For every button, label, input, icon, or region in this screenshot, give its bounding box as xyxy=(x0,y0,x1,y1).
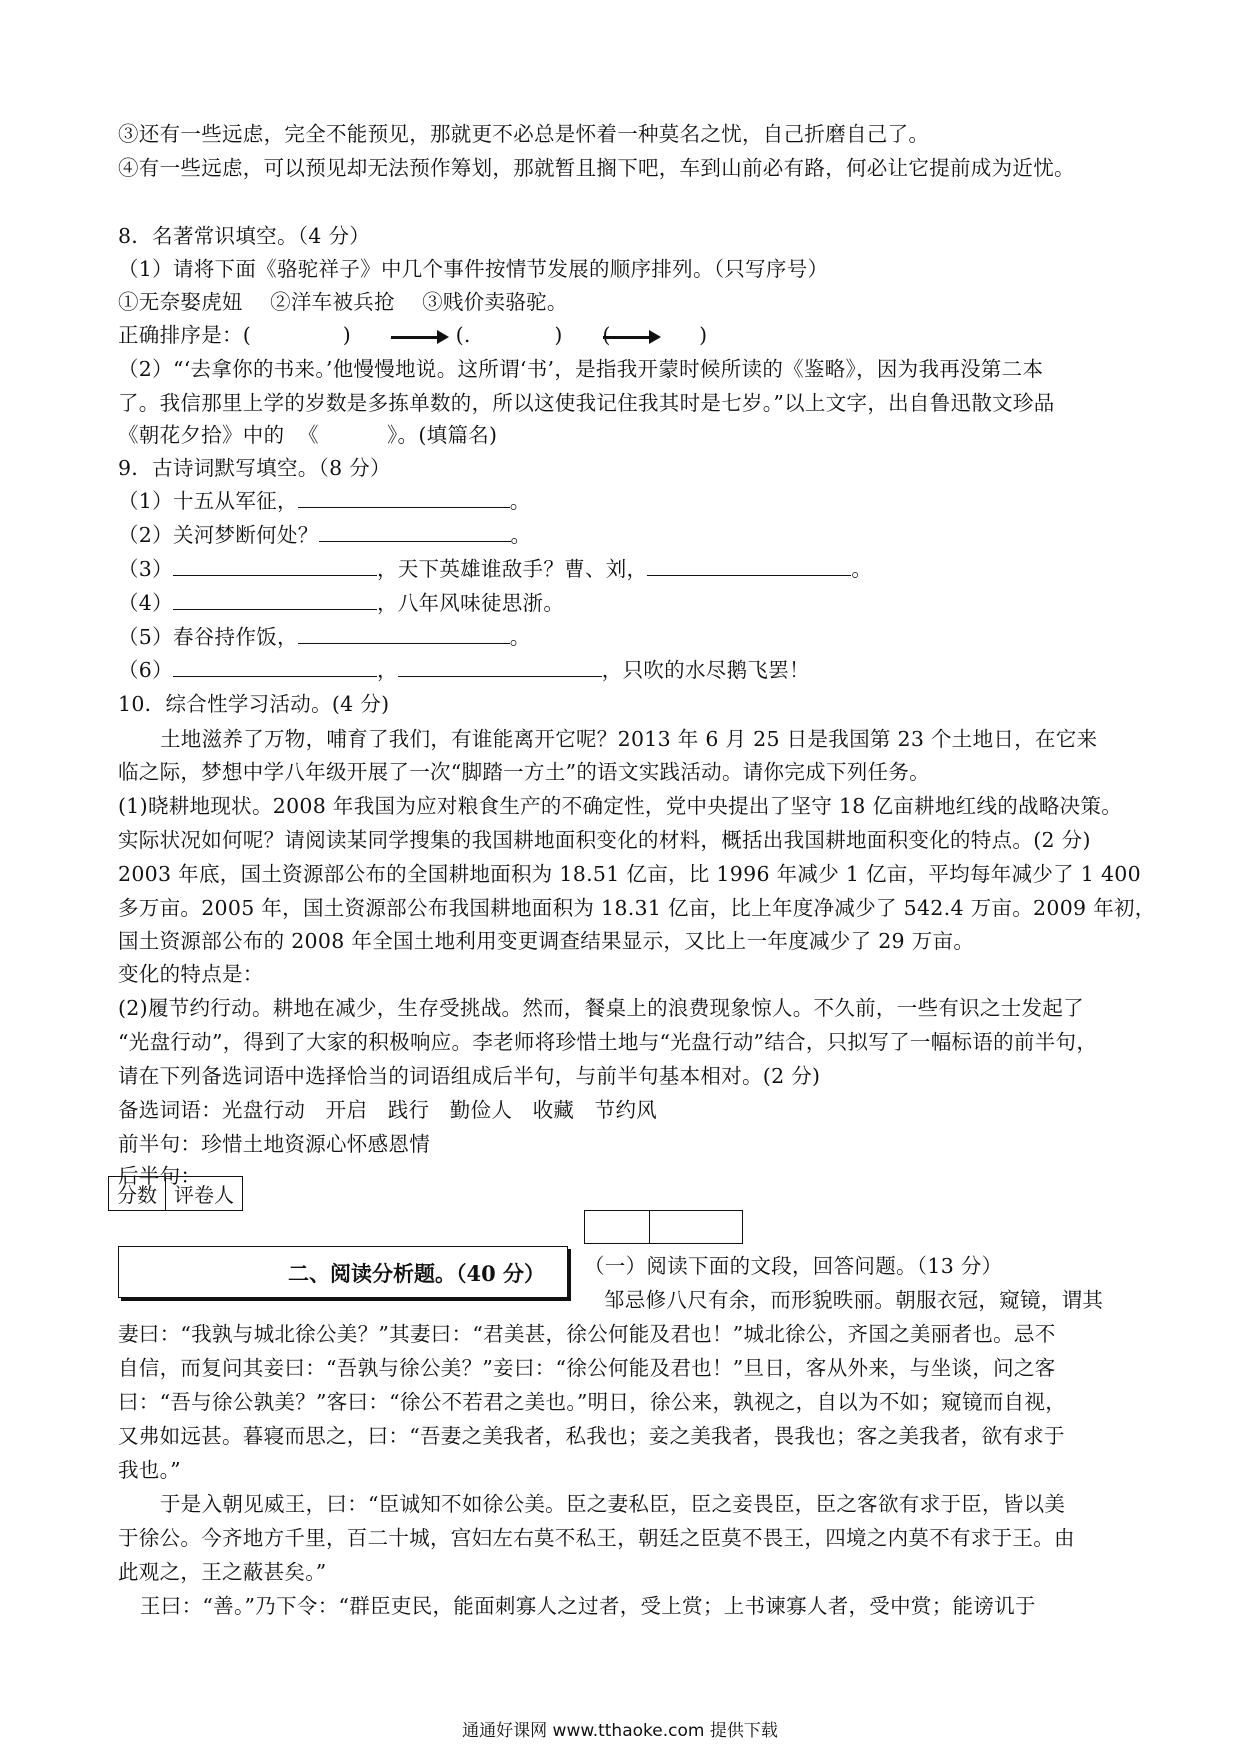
q10-intro-2: 临之际，梦想中学八年级开展了一次“脚踏一方土”的语文实践活动。请你完成下列任务。 xyxy=(118,760,930,784)
blank[interactable] xyxy=(173,656,377,677)
section-title: 二、阅读分析题。（40 分） xyxy=(287,1261,545,1286)
passage-line-7: 于是入朝见威王，曰：“臣诚知不如徐公美。臣之妻私臣，臣之妾畏臣，臣之客欲有求于臣，皆以美 xyxy=(160,1492,1066,1516)
q9-heading: 9．古诗词默写填空。（8 分） xyxy=(118,456,391,480)
q10-material-3: 国土资源部公布的 2008 年全国土地利用变更调查结果显示，又比上一年度减少了 29 万亩。 xyxy=(118,929,975,953)
q8-part2-line1: （2）“‘去拿你的书来。’他慢慢地说。这所谓‘书’，是指我开蒙时候所读的《鉴略》，因为我再没第二本 xyxy=(118,357,1044,381)
q9-item-1: （1）十五从军征， 。 xyxy=(118,489,531,513)
passage-line-6: 我也。” xyxy=(118,1458,181,1482)
grader-cell: 评卷人 xyxy=(166,1177,243,1211)
order-paren-2: (. xyxy=(455,323,471,347)
passage-line-9: 此观之，王之蔽甚矣。” xyxy=(118,1560,327,1584)
blank[interactable] xyxy=(173,589,377,610)
q8-part2-line3: 《朝花夕拾》中的 《 》。(填篇名) xyxy=(118,423,498,447)
q9-item-6: （6） ， ，只吹的水尽鹅飞罢！ xyxy=(118,658,810,682)
q10-task2-2: “光盘行动”，得到了大家的积极响应。李老师将珍惜土地与“光盘行动”结合，只拟写了一幅标语的前半句， xyxy=(118,1030,1098,1054)
score-cell: 分数 xyxy=(109,1177,166,1211)
q9-item-4: （4） ，八年风味徒思浙。 xyxy=(118,591,565,615)
q10-material-2: 多万亩。2005 年，国土资源部公布我国耕地面积为 18.31 亿亩，比上年度净减少了 542.4 万亩。2009 年初， xyxy=(118,896,1156,920)
q9-item-2: （2）关河梦断何处？ 。 xyxy=(118,523,532,547)
q8-heading: 8．名著常识填空。（4 分） xyxy=(118,224,371,248)
empty-cell-2[interactable] xyxy=(650,1211,743,1244)
passage-line-8: 于徐公。今齐地方千里，百二十城，宫妇左右莫不私王，朝廷之臣莫不畏王，四境之内莫不有求于王。由 xyxy=(118,1526,1075,1550)
empty-score-table xyxy=(584,1210,743,1244)
q10-task2-3: 请在下列备选词语中选择恰当的词语组成后半句，与前半句基本相对。(2 分) xyxy=(118,1064,821,1088)
q10-word-options: 备选词语：光盘行动 开启 践行 勤俭人 收藏 节约风 xyxy=(118,1098,658,1122)
passage-line-3: 自信，而复问其妾曰：“吾孰与徐公美？”妾曰：“徐公何能及君也！”旦日，客从外来，与坐谈，问之客 xyxy=(118,1356,1056,1380)
blank[interactable] xyxy=(647,555,851,576)
arrow-2-icon xyxy=(603,327,661,347)
q10-second-half: 后半句： xyxy=(118,1164,202,1188)
blank[interactable] xyxy=(298,623,510,644)
q10-heading: 10．综合性学习活动。(4 分) xyxy=(118,692,390,716)
order-label: 正确排序是：( xyxy=(118,323,252,347)
q9-item-3: （3） ，天下英雄谁敌手？曹、刘， 。 xyxy=(118,557,873,581)
order-paren-3: ) xyxy=(554,323,563,347)
q10-intro-1: 土地滋养了万物，哺育了我们，有谁能离开它呢？2013 年 6 月 25 日是我国第 23 个土地日，在它来 xyxy=(160,727,1098,751)
q8-events: ①无奈娶虎妞 ②洋车被兵抢 ③贱价卖骆驼。 xyxy=(118,290,568,314)
q8-order-row xyxy=(118,321,707,349)
order-paren-5: ) xyxy=(699,323,708,347)
footer-credit: 通通好课网 www.tthaoke.com 提供下载 xyxy=(462,1721,778,1741)
q8-part2-line2: 了。我信那里上学的岁数是多拣单数的，所以这使我记住我其时是七岁。”以上文字，出自鲁迅散文珍品 xyxy=(118,391,1055,415)
q9-item-5: （5）春谷持作饭， 。 xyxy=(118,625,531,649)
blank[interactable] xyxy=(298,487,510,508)
blank[interactable] xyxy=(173,555,377,576)
blank[interactable] xyxy=(398,656,602,677)
line-2: ④有一些远虑，可以预见却无法预作筹划，那就暂且搁下吧，车到山前必有路，何必让它提前成为近忧。 xyxy=(118,156,1075,180)
q10-task1-2: 实际状况如何呢？请阅读某同学搜集的我国耕地面积变化的材料，概括出我国耕地面积变化的特点。(2 分) xyxy=(118,828,1091,852)
passage-line-4: 曰：“吾与徐公孰美？”客曰：“徐公不若君之美也。”明日，徐公来，孰视之，自以为不如；窥镜而自视， xyxy=(118,1390,1067,1414)
passage-line-10: 王曰：“善。”乃下令：“群臣吏民，能面刺寡人之过者，受上赏；上书谏寡人者，受中赏；能谤讥于 xyxy=(140,1594,1036,1618)
order-paren-4: ( xyxy=(602,323,611,347)
passage-line-2: 妻曰：“我孰与城北徐公美？”其妻曰：“君美甚，徐公何能及君也！”城北徐公，齐国之美丽者也。忌不 xyxy=(118,1322,1056,1346)
q10-material-1: 2003 年底，国土资源部公布的全国耕地面积为 18.51 亿亩，比 1996 年减少 1 亿亩，平均每年减少了 1 400 xyxy=(118,862,1141,886)
section-title-box xyxy=(118,1246,568,1298)
q10-task2-1: (2)履节约行动。耕地在减少，生存受挑战。然而，餐桌上的浪费现象惊人。不久前，一些有识之士发起了 xyxy=(118,996,1084,1020)
line-1: ③还有一些远虑，完全不能预见，那就更不必总是怀着一种莫名之忧，自己折磨自己了。 xyxy=(118,122,930,146)
score-table xyxy=(108,1176,243,1211)
empty-cell-1[interactable] xyxy=(585,1211,650,1244)
blank[interactable] xyxy=(319,521,511,542)
order-paren-1: ) xyxy=(342,323,352,347)
q10-answer-label: 变化的特点是： xyxy=(118,962,264,986)
passage-line-5: 又弗如远甚。暮寝而思之，曰：“吾妻之美我者，私我也；妾之美我者，畏我也；客之美我者，欲有求于 xyxy=(118,1424,1065,1448)
q8-part1: （1）请将下面《骆驼祥子》中几个事件按情节发展的顺序排列。（只写序号） xyxy=(118,257,829,281)
q10-task1-1: (1)晓耕地现状。2008 年我国为应对粮食生产的不确定性，党中央提出了坚守 18 亿亩耕地红线的战略决策。 xyxy=(118,794,1123,818)
passage-line-1: 邹忌修八尺有余，而形貌昳丽。朝服衣冠，窥镜，谓其 xyxy=(604,1288,1104,1312)
passage-instruction: （一）阅读下面的文段，回答问题。（13 分） xyxy=(584,1254,1003,1278)
arrow-1-icon xyxy=(391,327,449,347)
q10-first-half: 前半句：珍惜土地资源心怀感恩情 xyxy=(118,1132,430,1156)
